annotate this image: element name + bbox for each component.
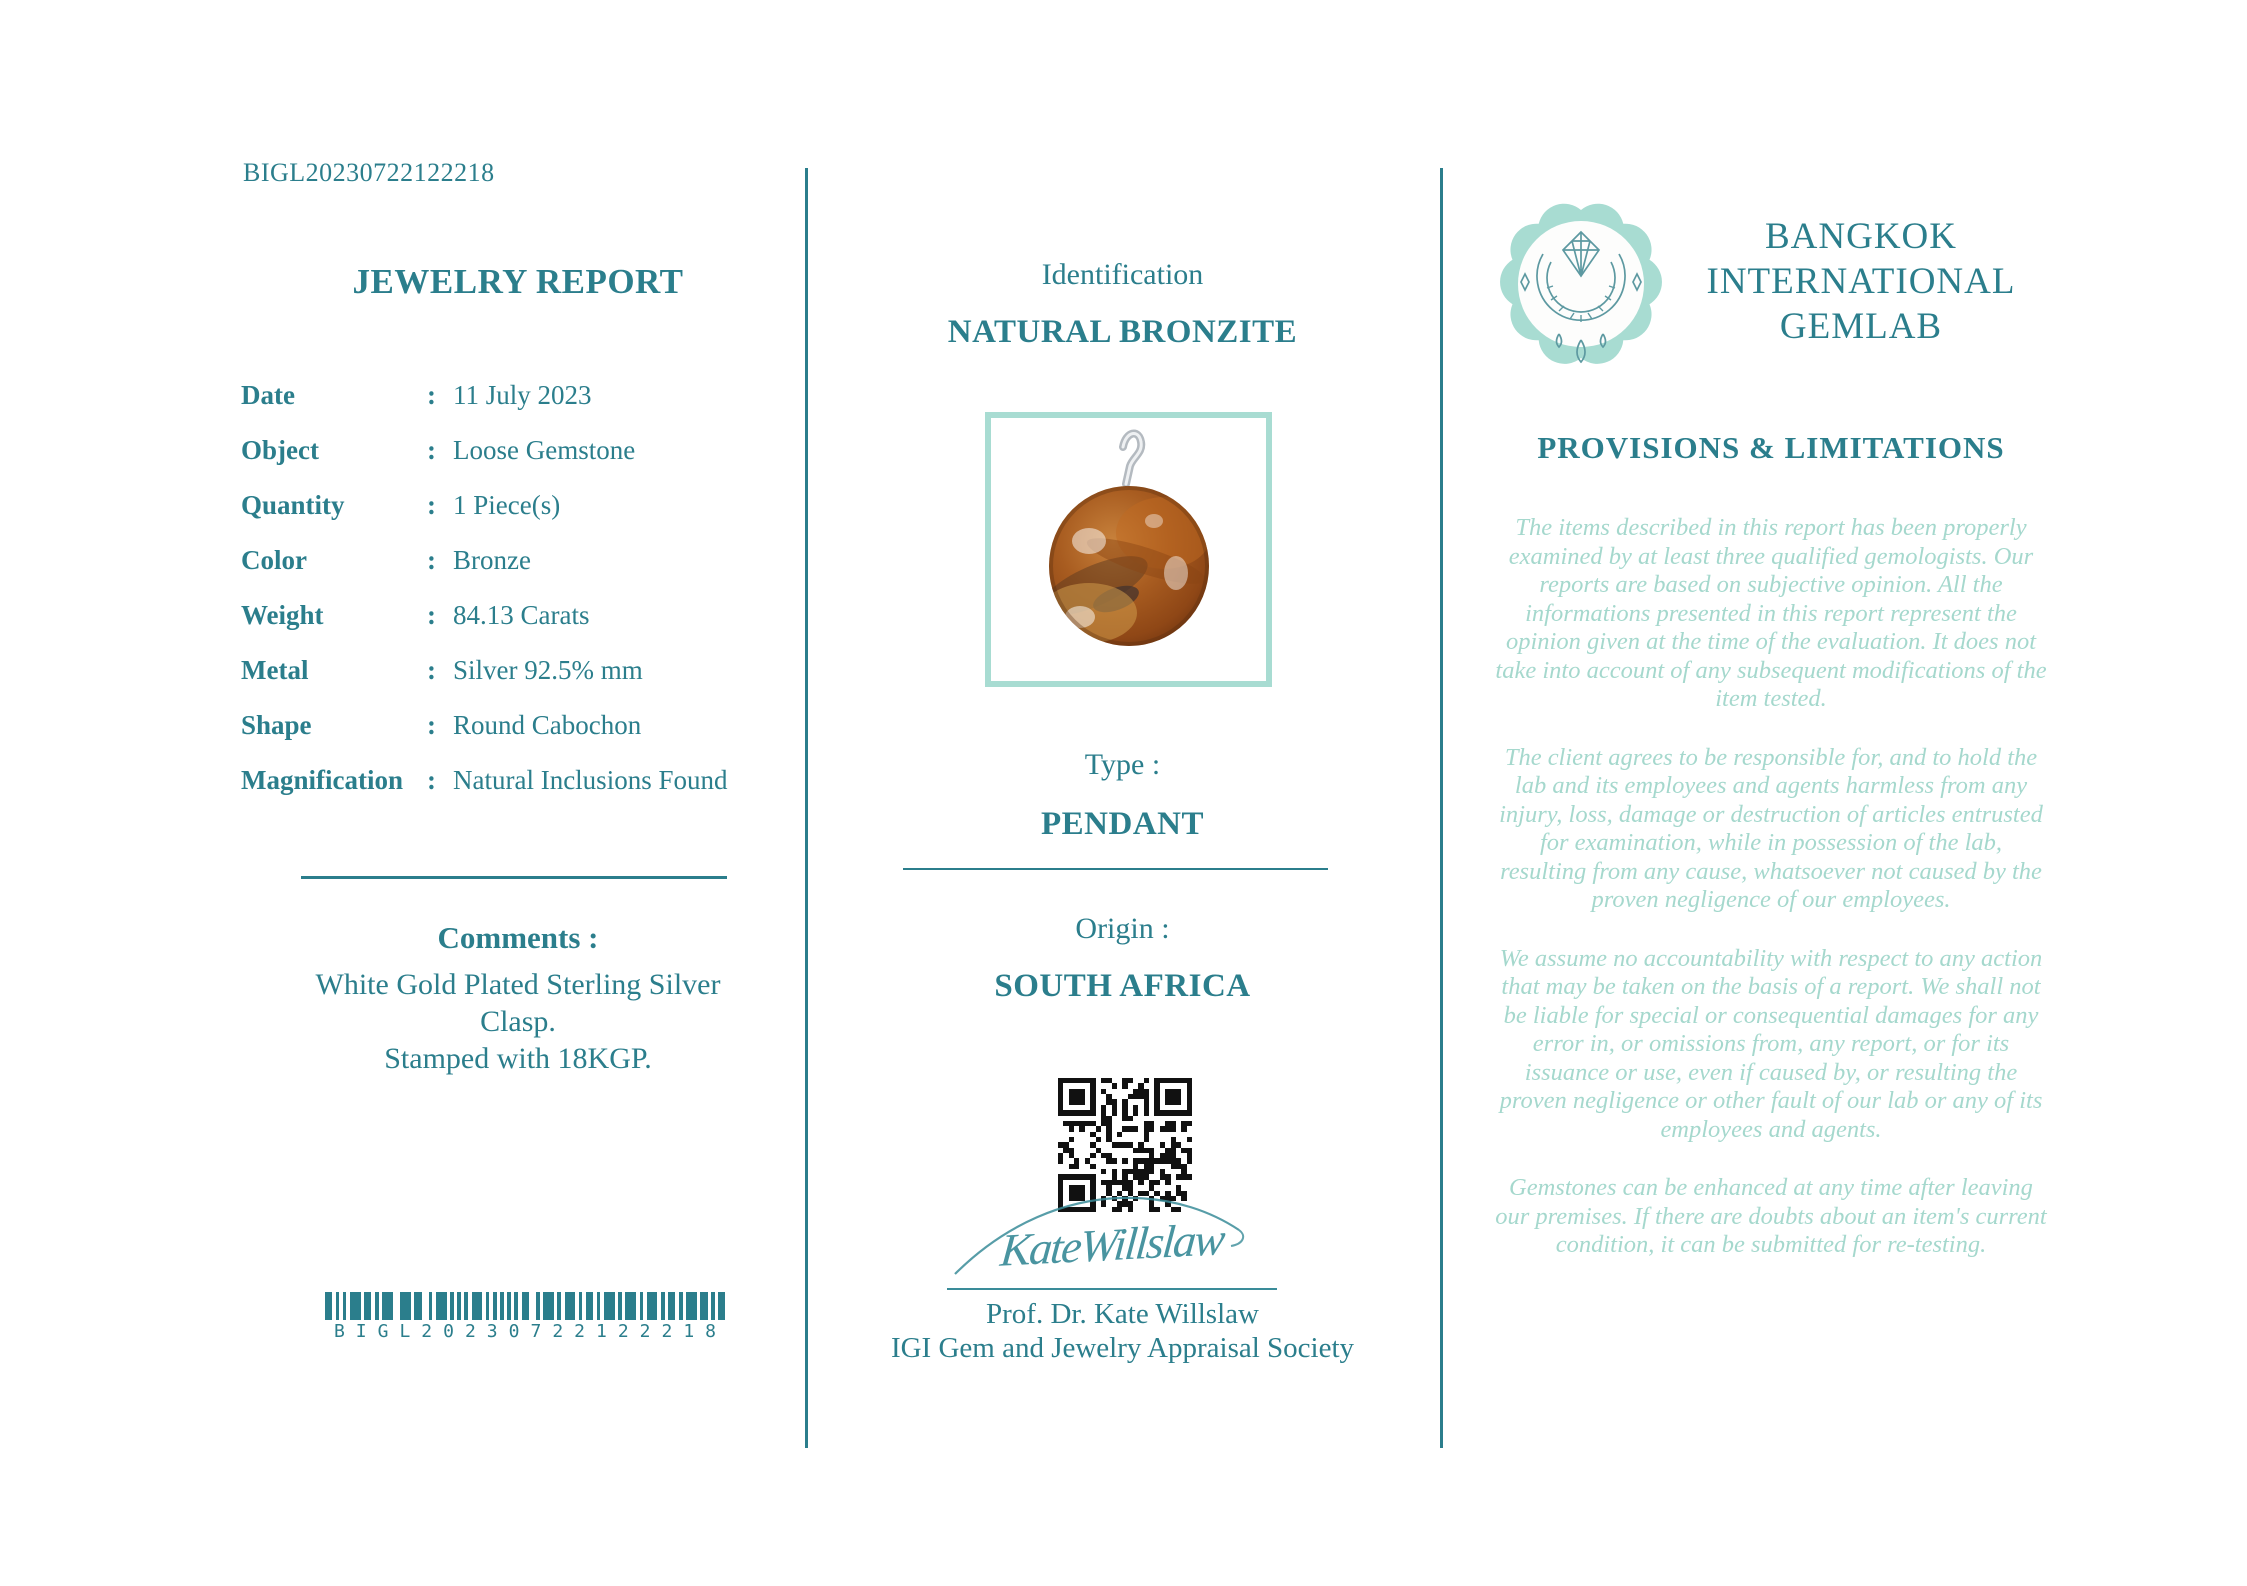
origin-value: SOUTH AFRICA [994, 968, 1251, 1004]
field-row-date [241, 368, 781, 423]
comments-divider-line [301, 876, 727, 879]
report-fields-table [241, 368, 781, 808]
comment-line: White Gold Plated Sterling Silver Clasp. [315, 968, 721, 1038]
gemlab-logo [1495, 192, 1667, 388]
field-label: Metal [241, 655, 309, 685]
pendant-photo [985, 412, 1272, 687]
field-value: Loose Gemstone [453, 435, 636, 465]
signature [947, 1196, 1277, 1286]
provisions-paragraph: Gemstones can be enhanced at any time after leaving our premises. If there are doubts about an item's current condition, it can be submitted for re-testing. [1495, 1174, 2047, 1258]
field-label: Color [241, 545, 307, 575]
field-value: Round Cabochon [453, 710, 642, 740]
signatory-name: Prof. Dr. Kate Willslaw [986, 1298, 1259, 1330]
field-value: 1 Piece(s) [453, 490, 561, 520]
field-value: Bronze [453, 545, 531, 575]
type-value: PENDANT [1040, 806, 1204, 842]
lab-name-line: BANGKOK [1765, 216, 1957, 257]
barcode-bars [325, 1292, 725, 1320]
field-separator: : [427, 710, 436, 740]
signature-name: KateWillslaw [998, 1213, 1226, 1276]
field-separator: : [427, 435, 436, 465]
field-value: Silver 92.5% mm [453, 655, 643, 685]
provisions-text [1495, 514, 2047, 1290]
qr-code [1058, 1078, 1192, 1212]
lab-name [1675, 192, 2047, 388]
barcode [325, 1292, 728, 1342]
field-label: Quantity [241, 490, 345, 520]
field-row-metal [241, 643, 781, 698]
identification-value: NATURAL BRONZITE [947, 314, 1298, 350]
field-row-weight [241, 588, 781, 643]
field-separator: : [427, 490, 436, 520]
field-value: 84.13 Carats [453, 600, 590, 630]
field-label: Weight [241, 600, 324, 630]
type-label: Type : [1084, 748, 1161, 781]
barcode-text: BIGL20230722122218 [333, 1321, 728, 1342]
field-row-color [241, 533, 781, 588]
comments-heading: Comments : [437, 920, 599, 955]
field-label: Object [241, 435, 319, 465]
type-origin-divider-line [903, 868, 1328, 870]
lab-header [1495, 192, 2047, 388]
signatory-organization: IGI Gem and Jewelry Appraisal Society [890, 1332, 1355, 1364]
signature-line [947, 1288, 1277, 1290]
field-label: Shape [241, 710, 312, 740]
identification-label: Identification [1041, 258, 1204, 291]
field-label: Date [241, 380, 295, 410]
provisions-paragraph: The client agrees to be responsible for, and to hold the lab and its employees and agents harmless from any injury, loss, damage or destruction of articles entrusted for examination, while in possession of the lab, resulting from any cause, whatsoever not caused by the proven negligence of our employees. [1499, 743, 2043, 913]
provisions-heading: PROVISIONS & LIMITATIONS [1537, 430, 2005, 465]
comment-line: Stamped with 18KGP. [384, 1042, 652, 1075]
field-separator: : [427, 600, 436, 630]
field-value: Natural Inclusions Found [453, 765, 728, 795]
field-row-quantity [241, 478, 781, 533]
report-number: BIGL20230722122218 [243, 158, 495, 187]
column-divider-right [1440, 168, 1443, 1448]
field-value: 11 July 2023 [453, 380, 592, 410]
origin-label: Origin : [1075, 912, 1170, 945]
field-label: Magnification [241, 765, 403, 795]
field-separator: : [427, 655, 436, 685]
field-row-object [241, 423, 781, 478]
lab-name-line: GEMLAB [1779, 306, 1943, 347]
field-separator: : [427, 380, 436, 410]
field-row-shape [241, 698, 781, 753]
lab-name-line: INTERNATIONAL [1706, 261, 2016, 302]
column-divider-left [805, 168, 808, 1448]
comments-text [278, 966, 758, 1077]
provisions-paragraph: The items described in this report has been properly examined by at least three qualified gemologists. Our reports are based on subjective opinion. All the informations presented in this report represent the opinion given at the time of the evaluation. It does not take into account of any subsequent modifications of the item tested. [1495, 514, 2047, 712]
field-row-magnification [241, 753, 781, 808]
pendant-illustration [994, 421, 1264, 679]
report-title: JEWELRY REPORT [352, 262, 684, 301]
field-separator: : [427, 545, 436, 575]
field-separator: : [427, 765, 436, 795]
provisions-paragraph: We assume no accountability with respect to any action that may be taken on the basis of a report. We shall not be liable for special or consequential damages for any error in, or omissions from, any report, or for its issuance or use, even if caused by, or resulting the proven negligence or other fault of our lab or any of its employees and agents. [1499, 944, 2043, 1143]
